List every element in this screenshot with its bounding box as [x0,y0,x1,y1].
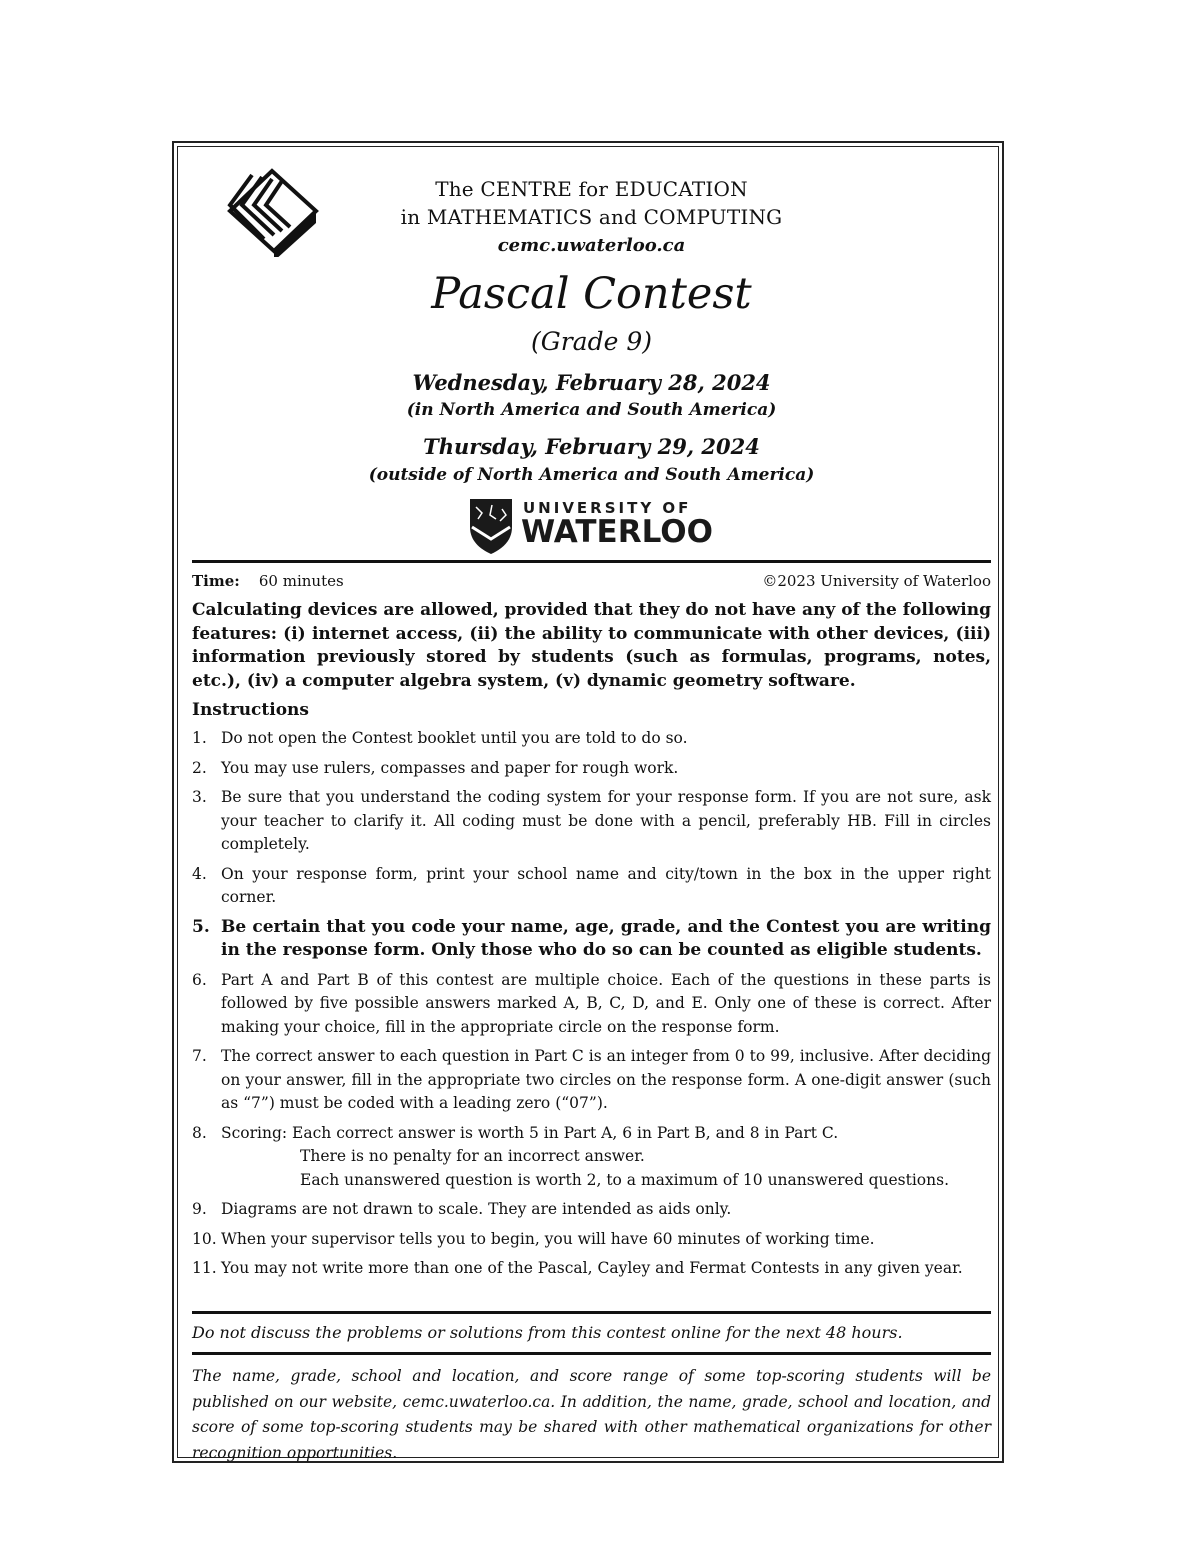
instruction-item: 11. You may not write more than one of the Pascal, Cayley and Fermat Contests in any given year. [192,1259,963,1277]
region-americas: (in North America and South America) [406,400,777,420]
region-outside-americas: (outside of North America and South America) [368,465,815,485]
time-value: 60 minutes [258,572,344,590]
contest-title: Pascal Contest [431,269,752,319]
instructions-heading: Instructions [192,700,309,720]
instruction-item: 1. Do not open the Contest booklet until you are told to do so. [192,729,688,747]
date-outside-americas: Thursday, February 29, 2024 [423,434,760,459]
time-label: Time: [192,572,240,590]
content [192,147,991,1462]
centre-name-line1: The CENTRE for EDUCATION [435,177,748,201]
calculator-rules: Calculating devices are allowed, provided that they do not have any of the following features: (i) internet access, (ii) the ability to communicate with other devices, (iii) information previously stored by students (such as formulas, programs, notes, etc.), (iv) a computer algebra system, (v) dynamic geometry software. [192,600,991,691]
university-of-text: UNIVERSITY OF [523,499,692,517]
time-row [192,572,991,590]
grade-label: (Grade 9) [531,327,652,356]
instructions-list [192,727,991,1287]
scoring-penalty: There is no penalty for an incorrect answer. [300,1147,645,1165]
instruction-item: 6. Part A and Part B of this contest are multiple choice. Each of the questions in these parts is followed by five possible answers marked A, B, C, D, and E. Only one of these is correct. After making your choice, fill in the appropriate circle on the response form. [192,970,991,1036]
scoring-unanswered: Each unanswered question is worth 2, to a maximum of 10 unanswered questions. [300,1170,949,1189]
instruction-item: 10. When your supervisor tells you to begin, you will have 60 minutes of working time. [192,1229,875,1248]
inner-frame [177,146,999,1462]
copyright: ©2023 University of Waterloo [762,572,991,590]
instruction-item-scoring: 8. Scoring: Each correct answer is worth 5 in Part A, 6 in Part B, and 8 in Part C. There is no penalty for an incorrect answer. Each unanswered question is worth 2, to a maximum of 10 unanswered questions. [192,1122,991,1193]
divider [192,560,991,563]
website-url: cemc.uwaterloo.ca [497,235,686,256]
discussion-notice: Do not discuss the problems or solutions from this contest online for the next 48 hours. [192,1323,903,1342]
date-americas: Wednesday, February 28, 2024 [412,370,771,395]
instruction-item: 4. On your response form, print your school name and city/town in the box in the upper right corner. [192,864,991,906]
waterloo-text: WATERLOO [521,514,713,550]
shield-icon [468,497,514,555]
instruction-item: 9. Diagrams are not drawn to scale. They are intended as aids only. [192,1200,732,1218]
divider [192,1352,991,1355]
university-logo [468,497,728,555]
publication-note: The name, grade, school and location, and score range of some top-scoring students will be published on our website, cemc.uwaterloo.ca. In addition, the name, grade, school and location, and score of some top-scoring students may be shared with other mathematical organizations for other recognition opportunities. [192,1367,991,1462]
centre-name-line2: in MATHEMATICS and COMPUTING [400,205,783,229]
instruction-item: 3. Be sure that you understand the coding system for your response form. If you are not sure, ask your teacher to clarify it. All coding must be done with a pencil, preferably HB. Fill in circles completely. [192,788,991,853]
page-frame [172,141,1004,1463]
instruction-item: 5. Be certain that you code your name, age, grade, and the Contest you are writing in the response form. Only those who do so can be counted as eligible students. [192,916,991,960]
instruction-item: 2. You may use rulers, compasses and paper for rough work. [192,758,679,777]
divider [192,1311,991,1314]
instruction-item: 7. The correct answer to each question in Part C is an integer from 0 to 99, inclusive. After deciding on your answer, fill in the appropriate two circles on the response form. A one-digit answer (such as “7”) must be coded with a leading zero (“07”). [192,1047,991,1112]
